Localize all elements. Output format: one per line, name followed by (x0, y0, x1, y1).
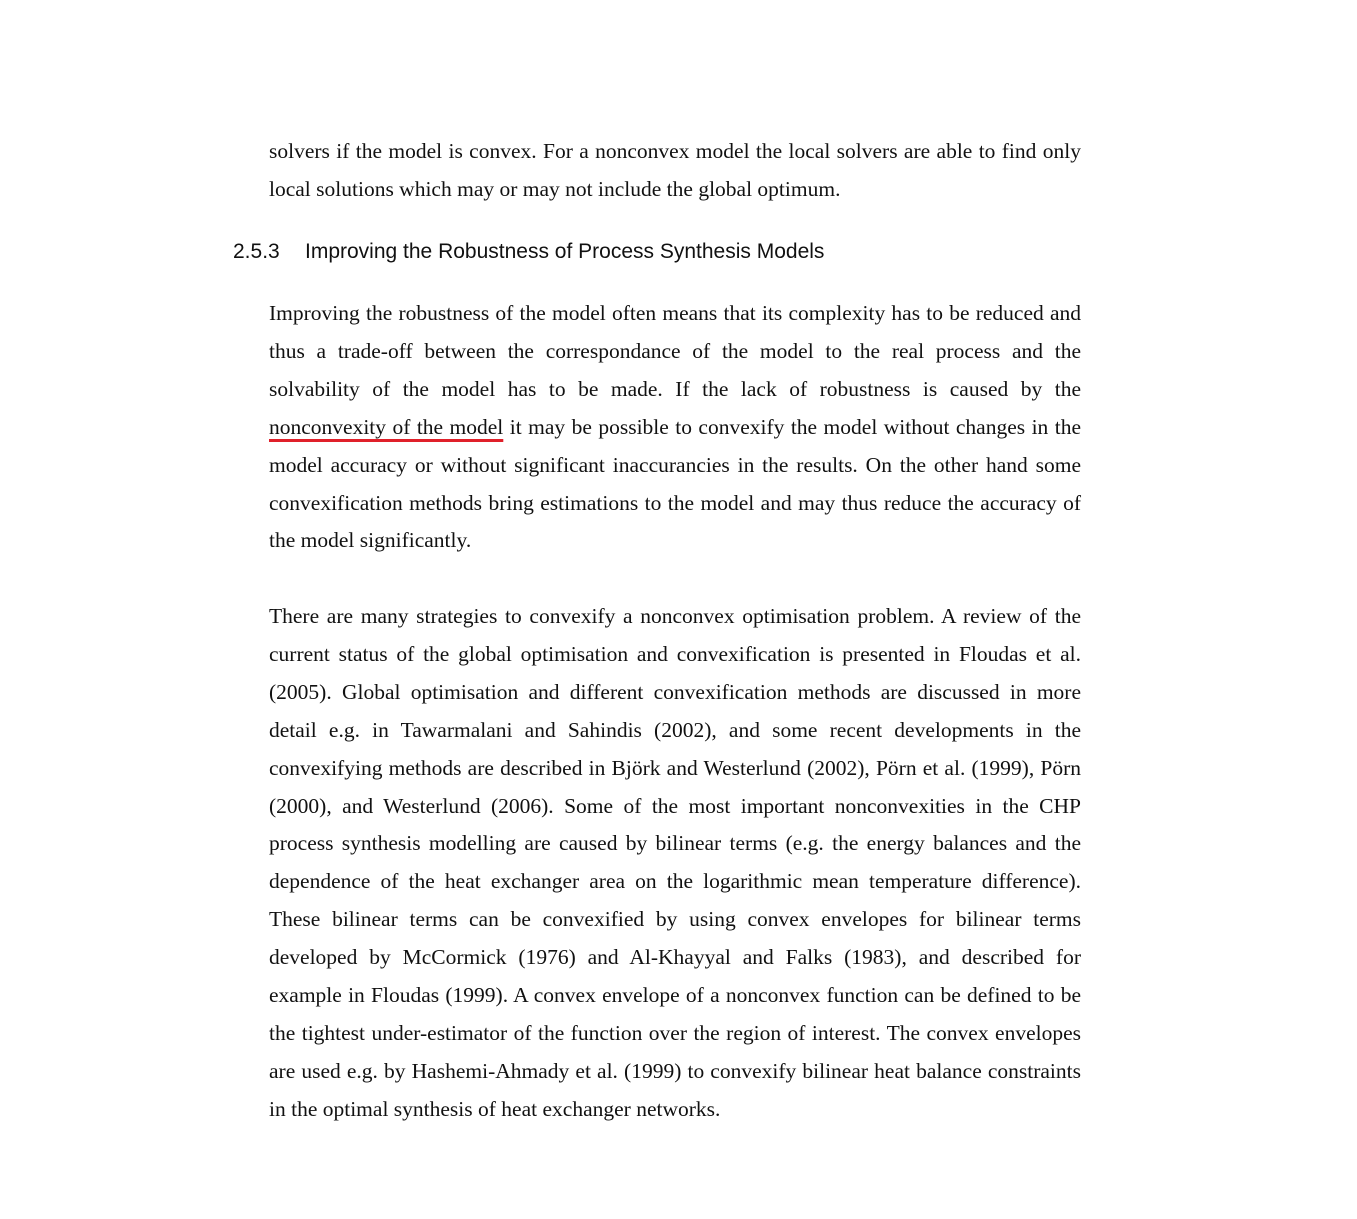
intro-paragraph: solvers if the model is convex. For a nonconvex model the local solvers are able to find only local solutions which may or may not include the global optimum. (269, 139, 1081, 201)
red-underline-annotation: nonconvexity of the model (269, 414, 504, 439)
strategies-paragraph: There are many strategies to convexify a nonconvex optimisation problem. A review of the current status of the global optimisation and convexification is presented in Floudas et al. (2005). Global optimisation and different convexification methods are discussed in more detail e.g. in Tawarmalani and Sahindis (2002), and some recent developments in the convexifying methods are described in Björk and Westerlund (2002), Pörn et al. (1999), Pörn (2000), and Westerlund (2006). Some of the most important nonconvexities in the CHP process synthesis modelling are caused by bilinear terms (e.g. the energy balances and the dependence of the heat exchanger area on the logarithmic mean temperature difference). These bilinear terms can be convexified by using convex envelopes for bilinear terms developed by McCormick (1976) and Al-Khayyal and Falks (1983), and described for example in Floudas (1999). A convex envelope of a nonconvex function can be defined to be the tightest under-estimator of the function over the region of interest. The convex envelopes are used e.g. by Hashemi-Ahmady et al. (1999) to convexify bilinear heat balance constraints in the optimal synthesis of heat exchanger networks. (269, 604, 1081, 1121)
section-heading (233, 238, 824, 266)
section-number: 2.5.3 (233, 240, 280, 263)
robustness-text-before: Improving the robustness of the model often means that its complexity has to be reduced and thus a trade-off between the correspondance of the model to the real process and the solvability of the model has to be made. If the lack of robustness is caused by the (269, 301, 1081, 401)
robustness-text-after: it may be possible to convexify the model without changes in the model accuracy or without significant inaccurancies in the results. On the other hand some convexification methods bring estimations to the model and may thus reduce the accuracy of the model significantly. (269, 414, 1082, 553)
section-title: Improving the Robustness of Process Synthesis Models (305, 240, 825, 263)
robustness-paragraph (269, 295, 1081, 560)
